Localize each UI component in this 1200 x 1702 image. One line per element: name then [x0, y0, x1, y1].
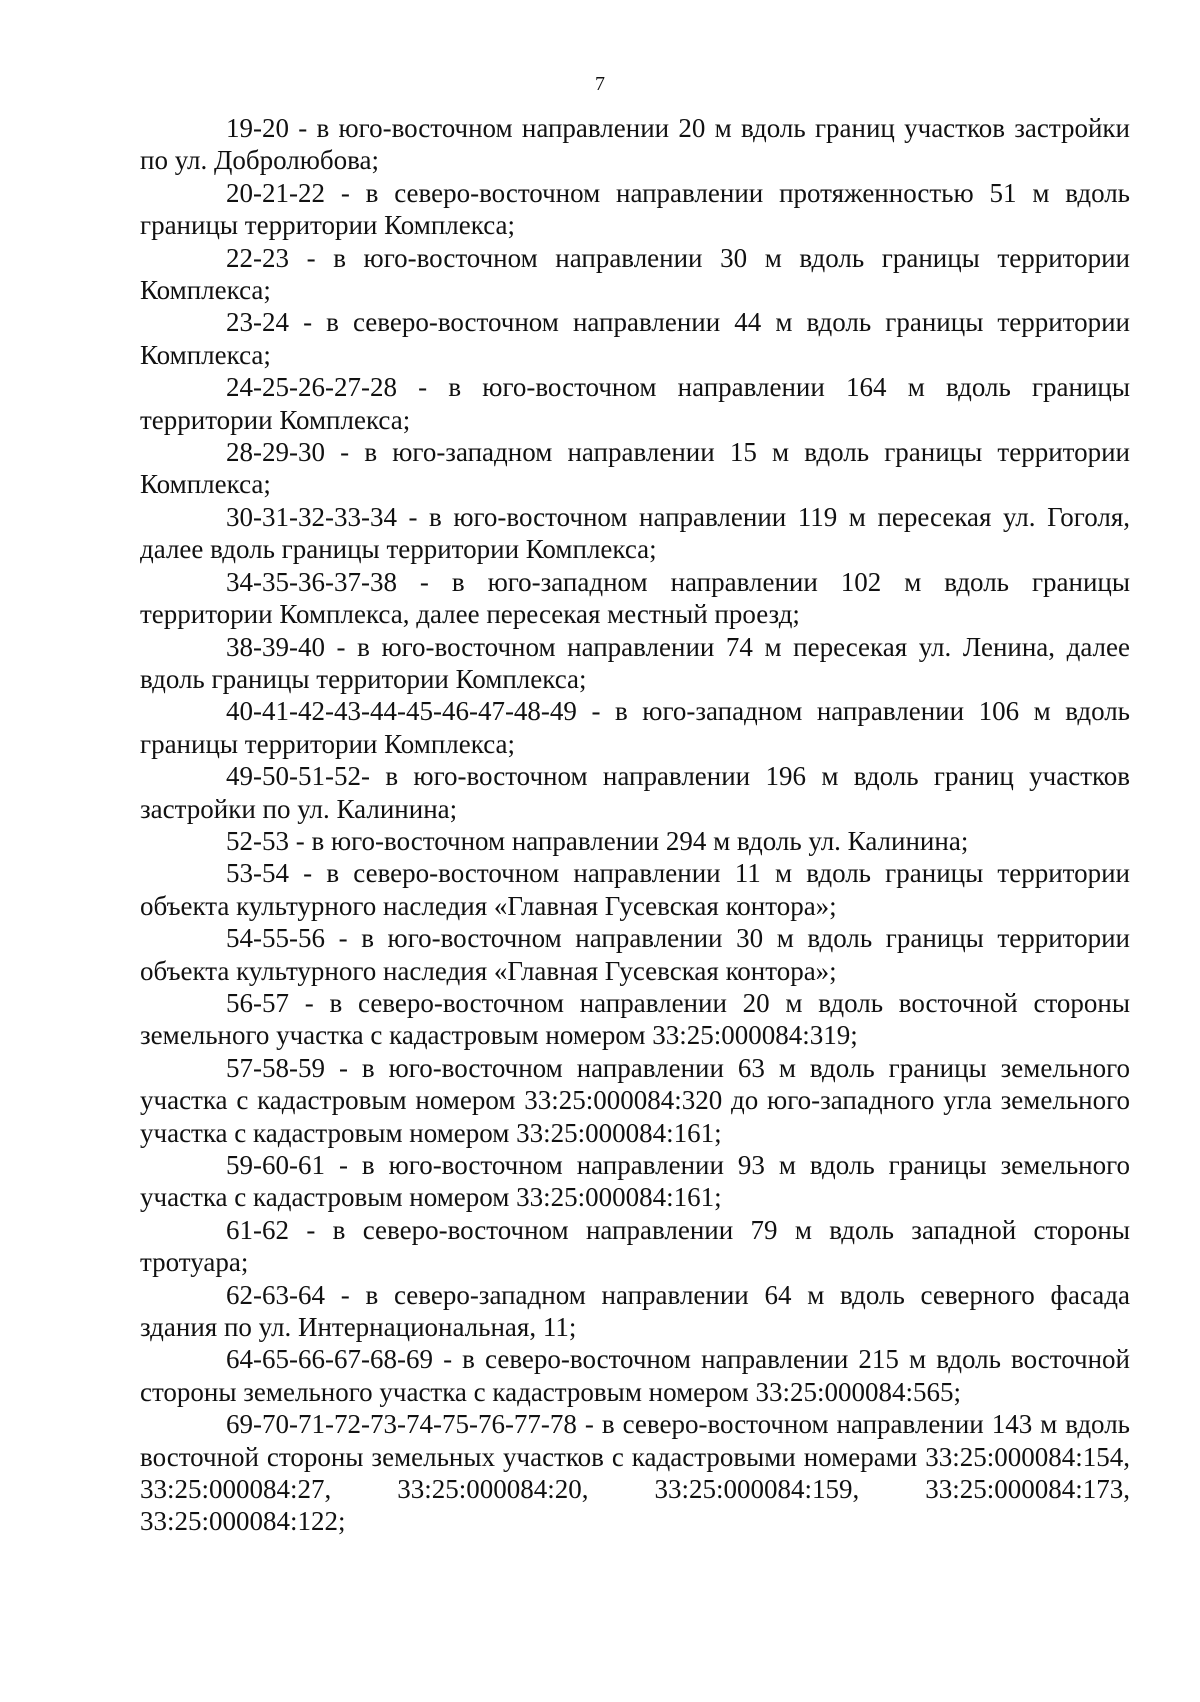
boundary-paragraph: 52-53 - в юго-восточном направлении 294 м вдоль ул. Калинина;: [226, 825, 969, 856]
boundary-paragraph: 61-62 - в северо-восточном направлении 79 м вдоль западной стороны тротуара;: [140, 1214, 1130, 1278]
boundary-paragraph: 54-55-56 - в юго-восточном направлении 30 м вдоль границы территории объекта культурного наследия «Главная Гусевская контора»;: [140, 923, 1130, 986]
boundary-paragraph: 69-70-71-72-73-74-75-76-77-78 - в северо-восточном направлении 143 м вдоль восточной стороны земельных участков с кадастровыми номерами 33:25:000084:154, 33:25:000084:27, 33:25:000084:20, 33:25:000084:159, 33:25:000084:173, 33:25:000084:122;: [140, 1409, 1130, 1537]
boundary-paragraph: 34-35-36-37-38 - в юго-западном направлении 102 м вдоль границы территории Комплекса, далее пересекая местный проезд;: [140, 566, 1130, 630]
boundary-paragraph: 62-63-64 - в северо-западном направлении 64 м вдоль северного фасада здания по ул. Интернациональная, 11;: [140, 1279, 1130, 1343]
boundary-paragraph: 30-31-32-33-34 - в юго-восточном направлении 119 м пересекая ул. Гоголя, далее вдоль границы территории Комплекса;: [140, 501, 1130, 565]
boundary-paragraph: 19-20 - в юго-восточном направлении 20 м вдоль границ участков застройки по ул. Добролюбова;: [140, 113, 1130, 176]
boundary-paragraph: 22-23 - в юго-восточном направлении 30 м вдоль границы территории Комплекса;: [140, 242, 1130, 306]
boundary-paragraph: 49-50-51-52- в юго-восточном направлении 196 м вдоль границ участков застройки по ул. Калинина;: [140, 761, 1130, 824]
boundary-paragraph: 57-58-59 - в юго-восточном направлении 63 м вдоль границы земельного участка с кадастровым номером 33:25:000084:320 до юго-западного угла земельного участка с кадастровым номером 33:25:000084:161;: [140, 1052, 1130, 1148]
boundary-paragraph: 23-24 - в северо-восточном направлении 44 м вдоль границы территории Комплекса;: [140, 307, 1130, 370]
boundary-paragraph: 24-25-26-27-28 - в юго-восточном направлении 164 м вдоль границы территории Комплекса;: [140, 372, 1130, 435]
boundary-paragraph: 38-39-40 - в юго-восточном направлении 74 м пересекая ул. Ленина, далее вдоль границы территории Комплекса;: [140, 631, 1130, 694]
document-body: [140, 112, 1130, 1538]
boundary-paragraph: 56-57 - в северо-восточном направлении 20 м вдоль восточной стороны земельного участка с кадастровым номером 33:25:000084:319;: [140, 987, 1130, 1051]
boundary-paragraph: 20-21-22 - в северо-восточном направлении протяженностью 51 м вдоль границы территории Комплекса;: [140, 177, 1130, 241]
boundary-paragraph: 59-60-61 - в юго-восточном направлении 93 м вдоль границы земельного участка с кадастровым номером 33:25:000084:161;: [140, 1150, 1130, 1213]
page-number: 7: [595, 73, 605, 95]
boundary-paragraph: 53-54 - в северо-восточном направлении 11 м вдоль границы территории объекта культурного наследия «Главная Гусевская контора»;: [140, 858, 1130, 921]
boundary-paragraph: 40-41-42-43-44-45-46-47-48-49 - в юго-западном направлении 106 м вдоль границы территории Комплекса;: [140, 696, 1130, 759]
boundary-paragraph: 64-65-66-67-68-69 - в северо-восточном направлении 215 м вдоль восточной стороны земельного участка с кадастровым номером 33:25:000084:565;: [140, 1344, 1130, 1407]
boundary-paragraph: 28-29-30 - в юго-западном направлении 15 м вдоль границы территории Комплекса;: [140, 437, 1130, 500]
